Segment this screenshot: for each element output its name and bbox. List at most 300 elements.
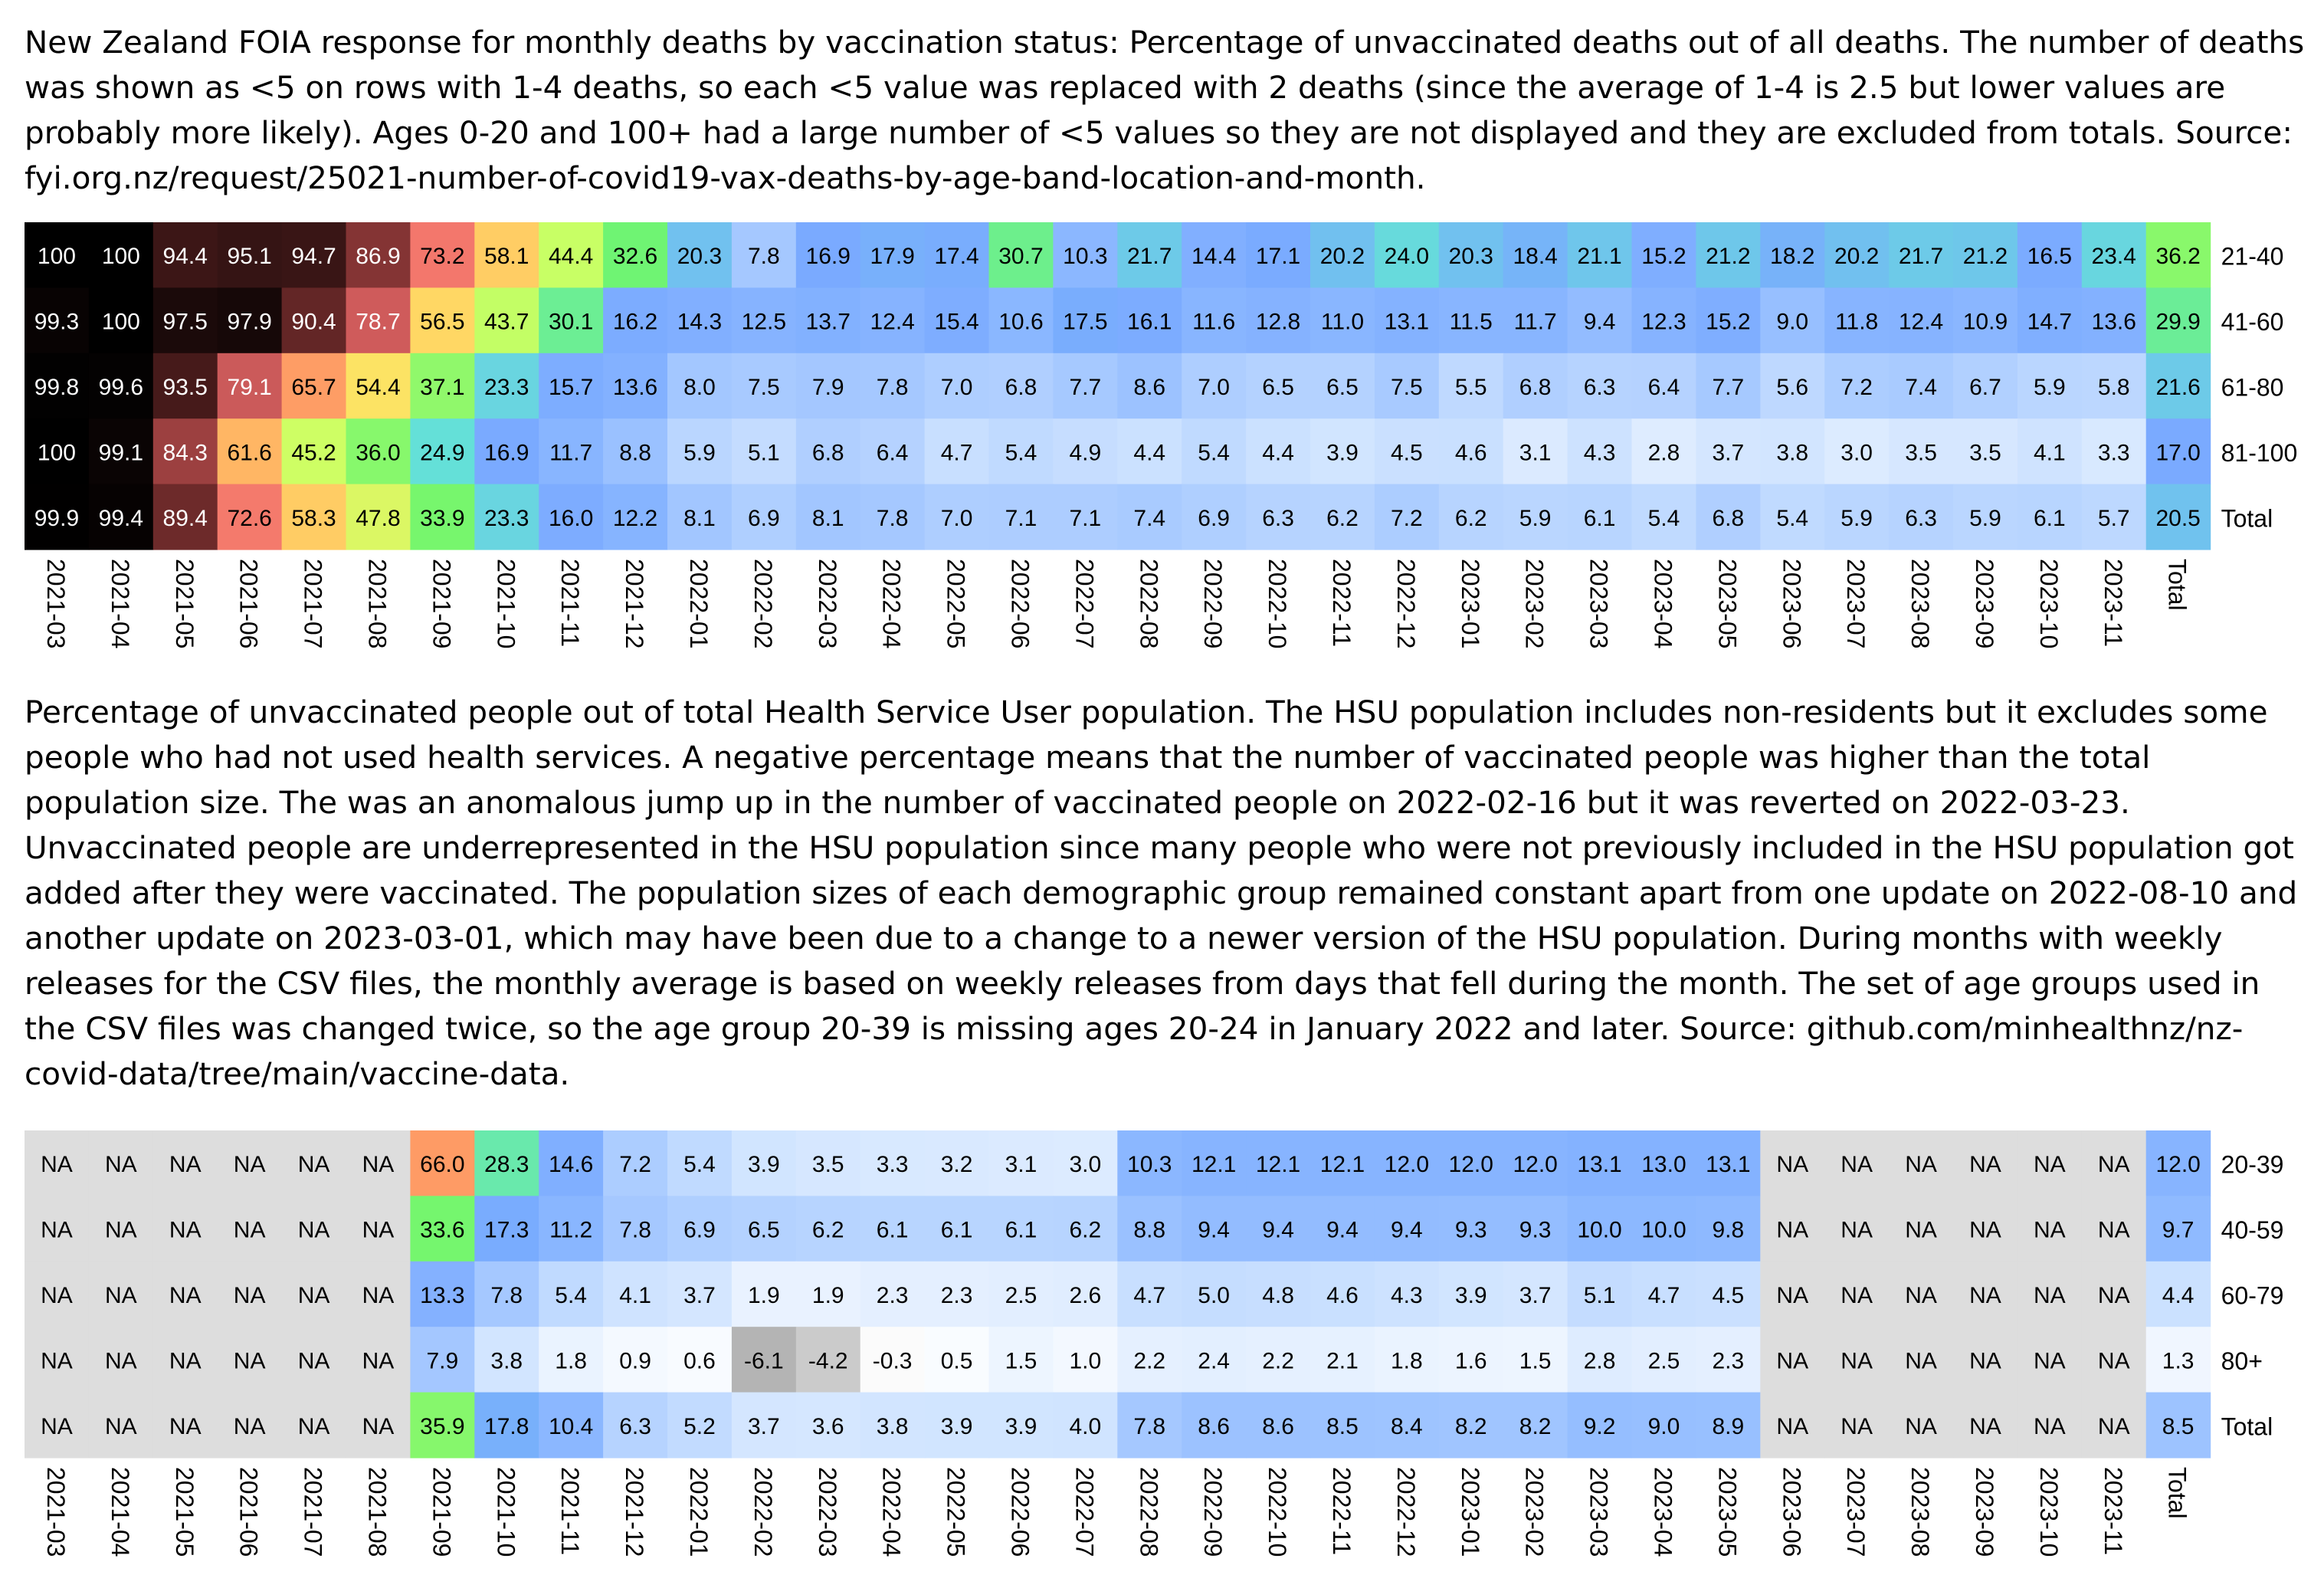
heatmap-cell-label: 78.7: [356, 309, 401, 335]
heatmap-cell-label: NA: [362, 1152, 395, 1178]
heatmap-cell-label: 12.0: [1448, 1152, 1493, 1178]
heatmap-cell-label: 7.1: [1005, 505, 1037, 531]
heatmap-cell-label: 8.2: [1519, 1413, 1552, 1439]
heatmap-cell-label: 37.1: [420, 375, 465, 400]
heatmap-cell-label: 3.9: [1005, 1413, 1037, 1439]
heatmap-cell-label: 24.9: [420, 440, 465, 466]
heatmap-cell-label: 3.8: [1776, 440, 1809, 466]
heatmap-cell-label: 10.0: [1641, 1217, 1686, 1243]
heatmap-cell-label: 6.3: [1905, 505, 1937, 531]
heatmap-cell-label: 4.1: [2033, 440, 2066, 466]
heatmap-cell-label: 10.3: [1127, 1152, 1172, 1178]
heatmap-cell-label: 9.0: [1776, 309, 1809, 335]
heatmap-cell-label: 3.9: [1454, 1283, 1487, 1308]
heatmap-cell-label: 8.6: [1262, 1413, 1294, 1439]
heatmap-cell-label: 20.3: [1448, 244, 1493, 270]
heatmap-cell-label: 5.1: [747, 440, 780, 466]
heatmap-cell-label: 3.2: [940, 1152, 973, 1178]
heatmap-cell-label: 2.5: [1005, 1283, 1037, 1308]
heatmap-cell-label: 5.9: [1519, 505, 1552, 531]
heatmap-cell-label: NA: [297, 1152, 330, 1178]
heatmap-cell-label: 33.9: [420, 505, 465, 531]
heatmap-cell-label: 13.3: [420, 1283, 465, 1308]
heatmap-cell-label: NA: [169, 1283, 202, 1308]
heatmap-cell-label: 0.5: [940, 1348, 973, 1374]
heatmap-cell-label: 21.7: [1898, 244, 1944, 270]
column-label: 2023-04: [1649, 1467, 1677, 1557]
column-label: 2021-07: [299, 1467, 327, 1557]
column-label: 2021-03: [41, 1467, 70, 1557]
row-label: Total: [2221, 504, 2273, 533]
heatmap-cell-label: 5.2: [683, 1413, 716, 1439]
column-label: 2022-08: [1135, 559, 1163, 649]
column-label: 2022-05: [942, 559, 970, 649]
heatmap-cell-label: 65.7: [291, 375, 336, 400]
heatmap-cell-label: NA: [105, 1152, 137, 1178]
column-label: 2021-10: [492, 559, 520, 649]
column-label: 2023-06: [1778, 1467, 1806, 1557]
heatmap-cell-label: 16.2: [612, 309, 658, 335]
heatmap-cell-label: 6.9: [1198, 505, 1231, 531]
heatmap-cell-label: 6.3: [1262, 505, 1294, 531]
heatmap-cell-label: 7.0: [940, 505, 973, 531]
heatmap-cell-label: 3.9: [747, 1152, 780, 1178]
heatmap-cell-label: 20.5: [2155, 505, 2201, 531]
heatmap-cell-label: NA: [2097, 1348, 2130, 1374]
heatmap-cell-label: 4.4: [2162, 1283, 2195, 1308]
heatmap-cell-label: 1.3: [2162, 1348, 2195, 1374]
heatmap-cell-label: 4.7: [1647, 1283, 1680, 1308]
heatmap-cell-label: 6.2: [1326, 505, 1359, 531]
heatmap-cell-label: 6.9: [747, 505, 780, 531]
heatmap-cell-label: 10.3: [1063, 244, 1108, 270]
heatmap-cell-label: 93.5: [162, 375, 208, 400]
heatmap-cell-label: NA: [2034, 1217, 2066, 1243]
heatmap-cell-label: 11.7: [1513, 309, 1557, 335]
heatmap-cell-label: 8.6: [1133, 375, 1166, 400]
heatmap-cell-label: 3.5: [1905, 440, 1937, 466]
heatmap-cell-label: NA: [169, 1152, 202, 1178]
heatmap-cell-label: 61.6: [227, 440, 272, 466]
heatmap-cell-label: NA: [41, 1283, 73, 1308]
heatmap-cell-label: NA: [362, 1348, 395, 1374]
heatmap-cell-label: NA: [169, 1348, 202, 1374]
heatmap-cell-label: 14.3: [677, 309, 723, 335]
heatmap-cell-label: 4.9: [1069, 440, 1102, 466]
heatmap-cell-label: 43.7: [484, 309, 529, 335]
heatmap-cell-label: 5.6: [1776, 375, 1809, 400]
heatmap-cell-label: 56.5: [420, 309, 465, 335]
heatmap-cell-label: 8.5: [2162, 1413, 2195, 1439]
heatmap-cell-label: 3.8: [490, 1348, 523, 1374]
heatmap-cell-label: NA: [41, 1217, 73, 1243]
heatmap-cell-label: 12.2: [612, 505, 658, 531]
heatmap-cell-label: 15.2: [1641, 244, 1686, 270]
heatmap-cell-label: 12.0: [1513, 1152, 1558, 1178]
row-label: 80+: [2221, 1347, 2263, 1375]
heatmap-cell-label: 66.0: [420, 1152, 465, 1178]
heatmap-cell-label: 11.6: [1192, 309, 1236, 335]
heatmap-cell-label: 100: [101, 309, 140, 335]
heatmap-cell-label: 2.3: [1712, 1348, 1745, 1374]
chart2-caption: Percentage of unvaccinated people out of total Health Service User population. The HSU population includes non-residents but it excludes some people who had not used health services. A negative percentage means that the number of vaccinated people was higher than the total population size. The was an anomalous jump up in the number of vaccinated people on 2022-02-16 but it was reverted on 2022-03-23. Unvaccinated people are underrepresented in the HSU population since many people who were not previously included in the HSU population got added after they were vaccinated. The population sizes of each demographic group remained constant apart from one update on 2022-08-10 and another update on 2023-03-01, which may have been due to a change to a newer version of the HSU population. During months with weekly releases for the CSV files, the monthly average is based on weekly releases from days that fell during the month. The set of age groups used in the CSV files was changed twice, so the age group 20-39 is missing ages 20-24 in January 2022 and later. Source: github.com/minhealthnz/nz-covid-data/tree/main/vaccine-data.: [25, 694, 2298, 1092]
heatmap-cell-label: 0.9: [619, 1348, 651, 1374]
heatmap-cell-label: 6.1: [1583, 505, 1616, 531]
heatmap-cell-label: 9.7: [2162, 1217, 2195, 1243]
column-label: 2022-01: [684, 559, 713, 649]
column-label: 2021-09: [428, 559, 456, 649]
column-label: 2022-11: [1327, 559, 1355, 648]
heatmap-cell-label: 2.2: [1133, 1348, 1166, 1374]
heatmap-cell-label: 99.8: [34, 375, 80, 400]
column-label: 2022-01: [684, 1467, 713, 1557]
heatmap-cell-label: 3.0: [1069, 1152, 1102, 1178]
column-label: 2021-06: [234, 559, 263, 649]
heatmap-cell-label: 17.1: [1255, 244, 1301, 270]
column-label: 2021-10: [492, 1467, 520, 1557]
heatmap-cell-label: 5.1: [1583, 1283, 1616, 1308]
column-label: 2023-03: [1585, 1467, 1613, 1557]
heatmap-cell-label: 18.4: [1513, 244, 1558, 270]
heatmap-cell-label: 7.0: [940, 375, 973, 400]
heatmap-cell-label: 36.2: [2155, 244, 2201, 270]
heatmap-cell-label: 6.8: [1712, 505, 1745, 531]
heatmap-cell-label: 4.3: [1583, 440, 1616, 466]
heatmap-cell-label: 7.2: [619, 1152, 651, 1178]
heatmap-cell-label: NA: [1969, 1152, 2001, 1178]
column-label: 2023-01: [1456, 1467, 1484, 1557]
heatmap-cell-label: NA: [169, 1413, 202, 1439]
heatmap-cell-label: 2.6: [1069, 1283, 1102, 1308]
heatmap-cell-label: 45.2: [291, 440, 336, 466]
heatmap-cell-label: 9.3: [1454, 1217, 1487, 1243]
heatmap-cell-label: 12.5: [741, 309, 787, 335]
heatmap-cell-label: 3.3: [876, 1152, 909, 1178]
heatmap-cell-label: 23.3: [484, 375, 529, 400]
heatmap-cell-label: NA: [1776, 1217, 1809, 1243]
heatmap-cell-label: NA: [1841, 1152, 1873, 1178]
heatmap-cell-label: 3.9: [1326, 440, 1359, 466]
heatmap-cell-label: 1.0: [1069, 1348, 1102, 1374]
heatmap-cell-label: 7.4: [1133, 505, 1166, 531]
column-label: 2021-08: [363, 1467, 392, 1557]
heatmap-cell-label: 6.1: [940, 1217, 973, 1243]
heatmap-cell-label: 23.4: [2091, 244, 2136, 270]
column-label: 2022-12: [1391, 1467, 1420, 1557]
heatmap-cell-label: 16.0: [548, 505, 594, 531]
heatmap-cell-label: 9.4: [1390, 1217, 1423, 1243]
heatmap-cell-label: 99.1: [98, 440, 144, 466]
heatmap-cell-label: 17.9: [870, 244, 915, 270]
heatmap-cell-label: NA: [297, 1348, 330, 1374]
heatmap-cell-label: 32.6: [612, 244, 658, 270]
heatmap-cell-label: 99.3: [34, 309, 80, 335]
heatmap-cell-label: 9.4: [1326, 1217, 1359, 1243]
heatmap-cell-label: NA: [1905, 1283, 1937, 1308]
heatmap-cell-label: 12.3: [1641, 309, 1686, 335]
column-label: 2023-10: [2034, 559, 2063, 649]
heatmap-cell-label: 6.5: [1262, 375, 1294, 400]
heatmap-cell-label: 79.1: [227, 375, 272, 400]
heatmap-cell-label: 8.9: [1712, 1413, 1745, 1439]
heatmap-cell-label: 12.0: [1384, 1152, 1430, 1178]
heatmap-cell-label: 24.0: [1384, 244, 1430, 270]
heatmap-cell-label: 58.3: [291, 505, 336, 531]
heatmap-cell-label: 10.0: [1577, 1217, 1622, 1243]
heatmap-cell-label: 100: [101, 244, 140, 270]
column-label: 2023-04: [1649, 559, 1677, 649]
heatmap-cell-label: 4.1: [619, 1283, 651, 1308]
heatmap-cell-label: NA: [169, 1217, 202, 1243]
heatmap-cell-label: 54.4: [356, 375, 401, 400]
heatmap-cell-label: 2.3: [876, 1283, 909, 1308]
heatmap-cell-label: 2.1: [1326, 1348, 1359, 1374]
heatmap-cell-label: 7.4: [1905, 375, 1937, 400]
column-label: 2021-12: [621, 559, 649, 649]
heatmap-cell-label: 6.8: [1519, 375, 1552, 400]
heatmap-cell-label: 7.2: [1841, 375, 1873, 400]
heatmap-cell-label: 6.2: [1454, 505, 1487, 531]
heatmap-cell-label: 4.4: [1133, 440, 1166, 466]
column-label: 2023-09: [1970, 559, 1998, 649]
column-label: 2022-10: [1264, 559, 1292, 649]
column-label: 2023-06: [1778, 559, 1806, 649]
heatmap-cell-label: 7.8: [1133, 1413, 1166, 1439]
heatmap-cell-label: 5.4: [1776, 505, 1809, 531]
row-label: 21-40: [2221, 242, 2284, 271]
column-label: Total: [2163, 1467, 2191, 1519]
heatmap-cell-label: 3.7: [1712, 440, 1745, 466]
row-label: 20-39: [2221, 1150, 2284, 1179]
heatmap-cell-label: NA: [1776, 1413, 1809, 1439]
heatmap-cell-label: 8.1: [811, 505, 844, 531]
heatmap-cell-label: NA: [105, 1413, 137, 1439]
heatmap-cell-label: 7.5: [1390, 375, 1423, 400]
heatmap-cell-label: 8.1: [683, 505, 716, 531]
column-label: 2023-03: [1585, 559, 1613, 649]
column-label: 2023-10: [2034, 1467, 2063, 1557]
column-label: 2022-08: [1135, 1467, 1163, 1557]
heatmap-unvaccinated-population: [0, 1130, 2324, 1575]
heatmap-cell-label: 9.4: [1262, 1217, 1294, 1243]
heatmap-cell-label: 5.9: [1841, 505, 1873, 531]
heatmap-cell-label: 5.9: [2033, 375, 2066, 400]
heatmap-cell-label: 6.8: [1005, 375, 1037, 400]
heatmap-cell-label: 12.4: [1898, 309, 1944, 335]
heatmap-cell-label: 12.8: [1255, 309, 1301, 335]
column-label: 2022-05: [942, 1467, 970, 1557]
heatmap-cell-label: 14.4: [1191, 244, 1237, 270]
heatmap-cell-label: 2.3: [940, 1283, 973, 1308]
heatmap-cell-label: NA: [297, 1283, 330, 1308]
heatmap-cell-label: 11.5: [1449, 309, 1493, 335]
column-label: 2023-11: [2099, 559, 2127, 648]
heatmap-cell-label: 0.6: [683, 1348, 716, 1374]
heatmap-cell-label: 44.4: [548, 244, 594, 270]
heatmap-cell-label: 5.4: [1647, 505, 1680, 531]
heatmap-cell-label: 36.0: [356, 440, 401, 466]
heatmap-cell-label: 9.3: [1519, 1217, 1552, 1243]
heatmap-cell-label: 9.4: [1198, 1217, 1231, 1243]
column-label: 2023-07: [1842, 1467, 1870, 1557]
heatmap-cell-label: NA: [105, 1283, 137, 1308]
heatmap-cell-label: 1.8: [1390, 1348, 1423, 1374]
column-label: 2021-04: [106, 559, 134, 649]
heatmap-unvaccinated-deaths: [0, 222, 2324, 667]
heatmap-cell-label: 20.3: [677, 244, 723, 270]
row-label: 61-80: [2221, 373, 2284, 402]
heatmap-cell-label: 100: [37, 440, 76, 466]
heatmap-cell-label: 58.1: [484, 244, 529, 270]
column-label: 2023-02: [1520, 559, 1549, 649]
heatmap-cell-label: 4.6: [1326, 1283, 1359, 1308]
heatmap-cell-label: 8.2: [1454, 1413, 1487, 1439]
heatmap-cell-label: 11.0: [1320, 309, 1365, 335]
heatmap-cell-label: 13.1: [1706, 1152, 1751, 1178]
column-label: 2023-02: [1520, 1467, 1549, 1557]
heatmap-cell-label: 14.6: [548, 1152, 594, 1178]
heatmap-cell-label: NA: [1776, 1152, 1809, 1178]
heatmap-cell-label: 7.8: [619, 1217, 651, 1243]
heatmap-cell-label: 9.0: [1647, 1413, 1680, 1439]
column-label: 2021-11: [556, 559, 585, 648]
heatmap-cell-label: 13.0: [1641, 1152, 1686, 1178]
heatmap-cell-label: 7.7: [1712, 375, 1745, 400]
heatmap-cell-label: 8.4: [1390, 1413, 1423, 1439]
heatmap-cell-label: 6.1: [1005, 1217, 1037, 1243]
heatmap-cell-label: NA: [1905, 1413, 1937, 1439]
heatmap-cell-label: 1.5: [1005, 1348, 1037, 1374]
heatmap-cell-label: 20.2: [1834, 244, 1880, 270]
heatmap-cell-label: NA: [2034, 1283, 2066, 1308]
column-label: 2022-09: [1199, 1467, 1228, 1557]
heatmap-cell-label: 90.4: [291, 309, 336, 335]
heatmap-cell-label: NA: [233, 1152, 266, 1178]
heatmap-cell-label: 7.8: [876, 375, 909, 400]
heatmap-cell-label: NA: [1841, 1348, 1873, 1374]
column-label: 2021-11: [556, 1467, 585, 1556]
heatmap-cell-label: NA: [2034, 1348, 2066, 1374]
heatmap-cell-label: 3.5: [1969, 440, 2001, 466]
heatmap-cell-label: 47.8: [356, 505, 401, 531]
heatmap-cell-label: 73.2: [420, 244, 465, 270]
heatmap-cell-label: NA: [362, 1283, 395, 1308]
heatmap-cell-label: 97.9: [227, 309, 272, 335]
heatmap-cell-label: 6.7: [1969, 375, 2001, 400]
heatmap-cell-label: NA: [1776, 1348, 1809, 1374]
heatmap-cell-label: 1.9: [811, 1283, 844, 1308]
heatmap-cell-label: 4.7: [1133, 1283, 1166, 1308]
heatmap-cell-label: 4.8: [1262, 1283, 1294, 1308]
heatmap-cell-label: 10.9: [1962, 309, 2008, 335]
heatmap-cell-label: 7.9: [811, 375, 844, 400]
heatmap-cell-label: 14.7: [2027, 309, 2073, 335]
heatmap-cell-label: NA: [2034, 1152, 2066, 1178]
heatmap-cell-label: 9.2: [1583, 1413, 1616, 1439]
heatmap-cell-label: 6.3: [619, 1413, 651, 1439]
heatmap-cell-label: 94.7: [291, 244, 336, 270]
heatmap-cell-label: 72.6: [227, 505, 272, 531]
column-label: 2023-05: [1713, 1467, 1742, 1557]
heatmap-cell-label: 20.2: [1319, 244, 1365, 270]
heatmap-cell-label: 2.8: [1583, 1348, 1616, 1374]
heatmap-cell-label: 2.2: [1262, 1348, 1294, 1374]
heatmap-cell-label: 3.6: [811, 1413, 844, 1439]
heatmap-cell-label: 21.1: [1577, 244, 1622, 270]
column-label: 2021-09: [428, 1467, 456, 1557]
heatmap-cell-label: 3.0: [1841, 440, 1873, 466]
heatmap-cell-label: 7.5: [747, 375, 780, 400]
heatmap-cell-label: 7.8: [747, 244, 780, 270]
heatmap-cell-label: 17.5: [1063, 309, 1108, 335]
column-label: 2022-07: [1070, 1467, 1099, 1557]
heatmap-cell-label: 16.1: [1127, 309, 1172, 335]
heatmap-cell-label: NA: [233, 1413, 266, 1439]
heatmap-cell-label: 28.3: [484, 1152, 529, 1178]
heatmap-cell-label: 10.4: [548, 1413, 594, 1439]
heatmap-cell-label: 99.9: [34, 505, 80, 531]
column-label: 2023-08: [1906, 559, 1935, 649]
heatmap-cell-label: 13.6: [2091, 309, 2136, 335]
heatmap-cell-label: NA: [233, 1348, 266, 1374]
heatmap-cell-label: 7.9: [426, 1348, 459, 1374]
heatmap-cell-label: 17.4: [934, 244, 979, 270]
heatmap-cell-label: 15.4: [934, 309, 979, 335]
chart1-caption: New Zealand FOIA response for monthly deaths by vaccination status: Percentage of unvaccinated deaths out of all deaths. The number of deaths was shown as <5 on rows with 1-4 deaths, so each <5 value was replaced with 2 deaths (since the average of 1-4 is 2.5 but lower values are probably more likely). Ages 0-20 and 100+ had a large number of <5 values so they are not displayed and they are excluded from totals. Source: fyi.org.nz/request/25021-number-of-covid19-vax-deaths-by-age-band-location-and-month.: [25, 24, 2305, 196]
column-label: 2023-01: [1456, 559, 1484, 649]
column-label: 2022-06: [1006, 559, 1034, 649]
heatmap-cell-label: 6.2: [811, 1217, 844, 1243]
heatmap-cell-label: NA: [1776, 1283, 1809, 1308]
heatmap-cell-label: 5.7: [2097, 505, 2130, 531]
column-label: 2022-10: [1264, 1467, 1292, 1557]
heatmap-cell-label: 12.1: [1191, 1152, 1237, 1178]
heatmap-cell-label: NA: [1905, 1217, 1937, 1243]
heatmap-cell-label: 3.3: [2097, 440, 2130, 466]
heatmap-cell-label: 4.0: [1069, 1413, 1102, 1439]
row-label: Total: [2221, 1412, 2273, 1441]
heatmap-cell-label: 4.4: [1262, 440, 1294, 466]
column-label: 2021-04: [106, 1467, 134, 1557]
heatmap-cell-label: 5.4: [1198, 440, 1231, 466]
heatmap-cell-label: 3.5: [811, 1152, 844, 1178]
heatmap-cell-label: NA: [233, 1283, 266, 1308]
heatmap-cell-label: NA: [2097, 1413, 2130, 1439]
heatmap-cell-label: 5.8: [2097, 375, 2130, 400]
heatmap-cell-label: 15.7: [548, 375, 594, 400]
heatmap-cell-label: 16.9: [805, 244, 851, 270]
heatmap-cell-label: 18.2: [1770, 244, 1815, 270]
heatmap-cell-label: 21.2: [1962, 244, 2008, 270]
heatmap-cell-label: 1.6: [1454, 1348, 1487, 1374]
heatmap-cell-label: 8.8: [619, 440, 651, 466]
heatmap-cell-label: 9.8: [1712, 1217, 1745, 1243]
heatmap-cell-label: 5.4: [683, 1152, 716, 1178]
heatmap-cell-label: 99.6: [98, 375, 144, 400]
heatmap-cell-label: 8.0: [683, 375, 716, 400]
heatmap-cell-label: 11.2: [549, 1217, 593, 1243]
heatmap-cell-label: 7.2: [1390, 505, 1423, 531]
heatmap-cell-label: 7.8: [876, 505, 909, 531]
heatmap-cell-label: NA: [1969, 1217, 2001, 1243]
heatmap-cell-label: NA: [233, 1217, 266, 1243]
heatmap-cell-label: 30.7: [998, 244, 1044, 270]
heatmap-cell-label: 13.7: [805, 309, 851, 335]
heatmap-cell-label: NA: [2034, 1413, 2066, 1439]
heatmap-cell-label: 3.7: [683, 1283, 716, 1308]
heatmap-cell-label: 1.9: [747, 1283, 780, 1308]
heatmap-cell-label: 6.4: [876, 440, 909, 466]
